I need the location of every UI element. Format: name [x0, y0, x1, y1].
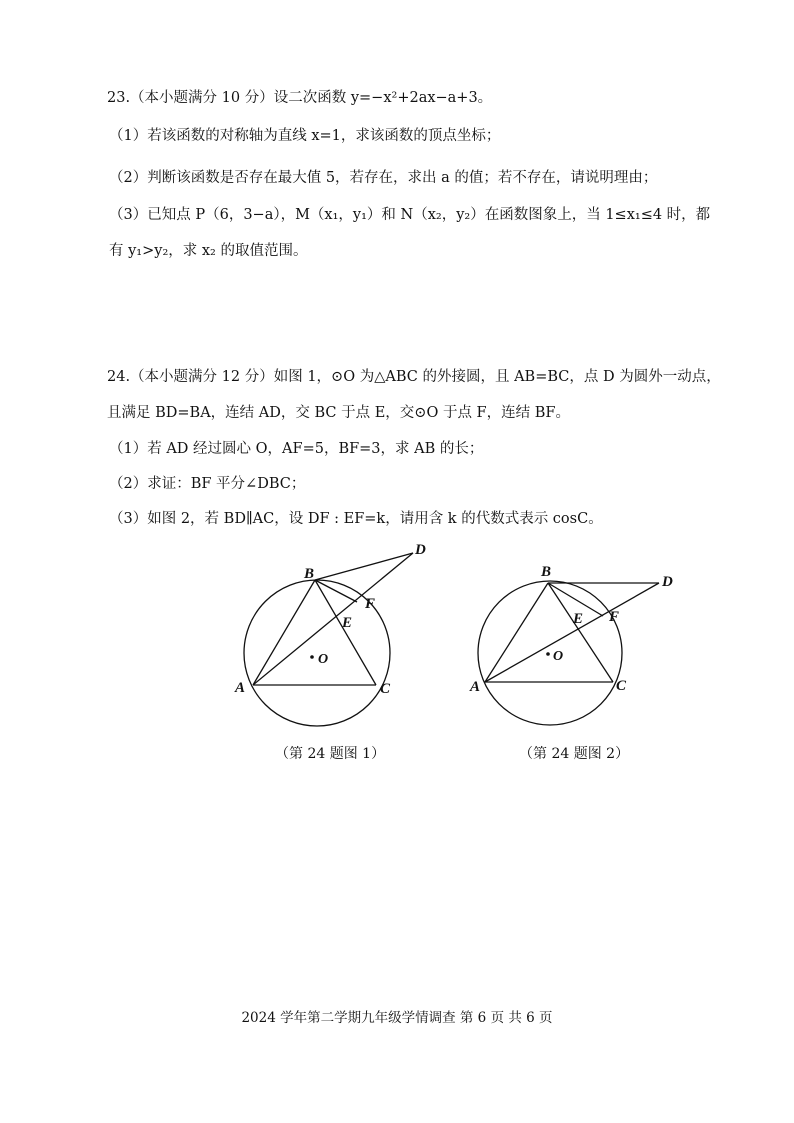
fig1-label-c: C	[380, 681, 391, 697]
q24-header-line1: 24.（本小题满分 12 分）如图 1，⊙O 为△ABC 的外接圆，且 AB=BC，点 D 为圆外一动点，	[107, 369, 721, 385]
q23-part3-line1: （3）已知点 P（6，3−a），M（x₁，y₁）和 N（x₂，y₂）在函数图象上，当 1≤x₁≤4 时，都	[109, 207, 711, 223]
q23-header: 23.（本小题满分 10 分）设二次函数 y=−x²+2ax−a+3。	[107, 90, 493, 106]
q24-part1: （1）若 AD 经过圆心 O，AF=5，BF=3，求 AB 的长；	[109, 441, 484, 457]
fig1-label-b: B	[304, 566, 315, 582]
fig2-label-b: B	[541, 564, 552, 580]
fig1-center-dot	[310, 655, 314, 659]
q24-part3: （3）如图 2，若 BD∥AC，设 DF : EF=k，请用含 k 的代数式表示 cosC。	[109, 511, 603, 527]
figure-2-diagram	[465, 560, 685, 740]
fig1-segment-bd	[315, 553, 413, 580]
fig1-label-a: A	[235, 680, 246, 696]
page-footer: 2024 学年第二学期九年级学情调查 第 6 页 共 6 页	[241, 1010, 553, 1026]
fig1-label-o: O	[318, 652, 329, 667]
fig2-label-a: A	[470, 679, 481, 695]
fig2-label-c: C	[616, 678, 627, 694]
fig2-label-o: O	[553, 649, 564, 664]
fig2-circle	[478, 581, 622, 725]
figure-2-caption: （第 24 题图 2）	[519, 746, 630, 762]
q24-header-line2: 且满足 BD=BA，连结 AD，交 BC 于点 E，交⊙O 于点 F，连结 BF。	[107, 405, 570, 421]
fig2-label-d: D	[662, 574, 673, 590]
fig1-label-d: D	[415, 542, 426, 558]
figure-1-caption: （第 24 题图 1）	[275, 746, 386, 762]
fig1-label-e: E	[342, 615, 353, 631]
q23-part1: （1）若该函数的对称轴为直线 x=1，求该函数的顶点坐标；	[109, 128, 501, 144]
fig1-segment-ab	[253, 580, 315, 685]
fig2-label-e: E	[573, 611, 584, 627]
q23-part2: （2）判断该函数是否存在最大值 5，若存在，求出 a 的值；若不存在，请说明理由；	[109, 170, 658, 186]
figure-2	[465, 560, 685, 740]
q23-part3-line2: 有 y₁>y₂，求 x₂ 的取值范围。	[109, 243, 308, 259]
figure-1	[230, 540, 440, 740]
q24-part2: （2）求证：BF 平分∠DBC；	[109, 476, 306, 492]
fig2-segment-bc	[548, 583, 613, 682]
fig1-label-f: F	[365, 596, 376, 612]
fig2-segment-ab	[485, 583, 548, 682]
fig2-center-dot	[546, 652, 550, 656]
fig2-label-f: F	[609, 609, 620, 625]
figure-1-diagram	[230, 540, 440, 740]
